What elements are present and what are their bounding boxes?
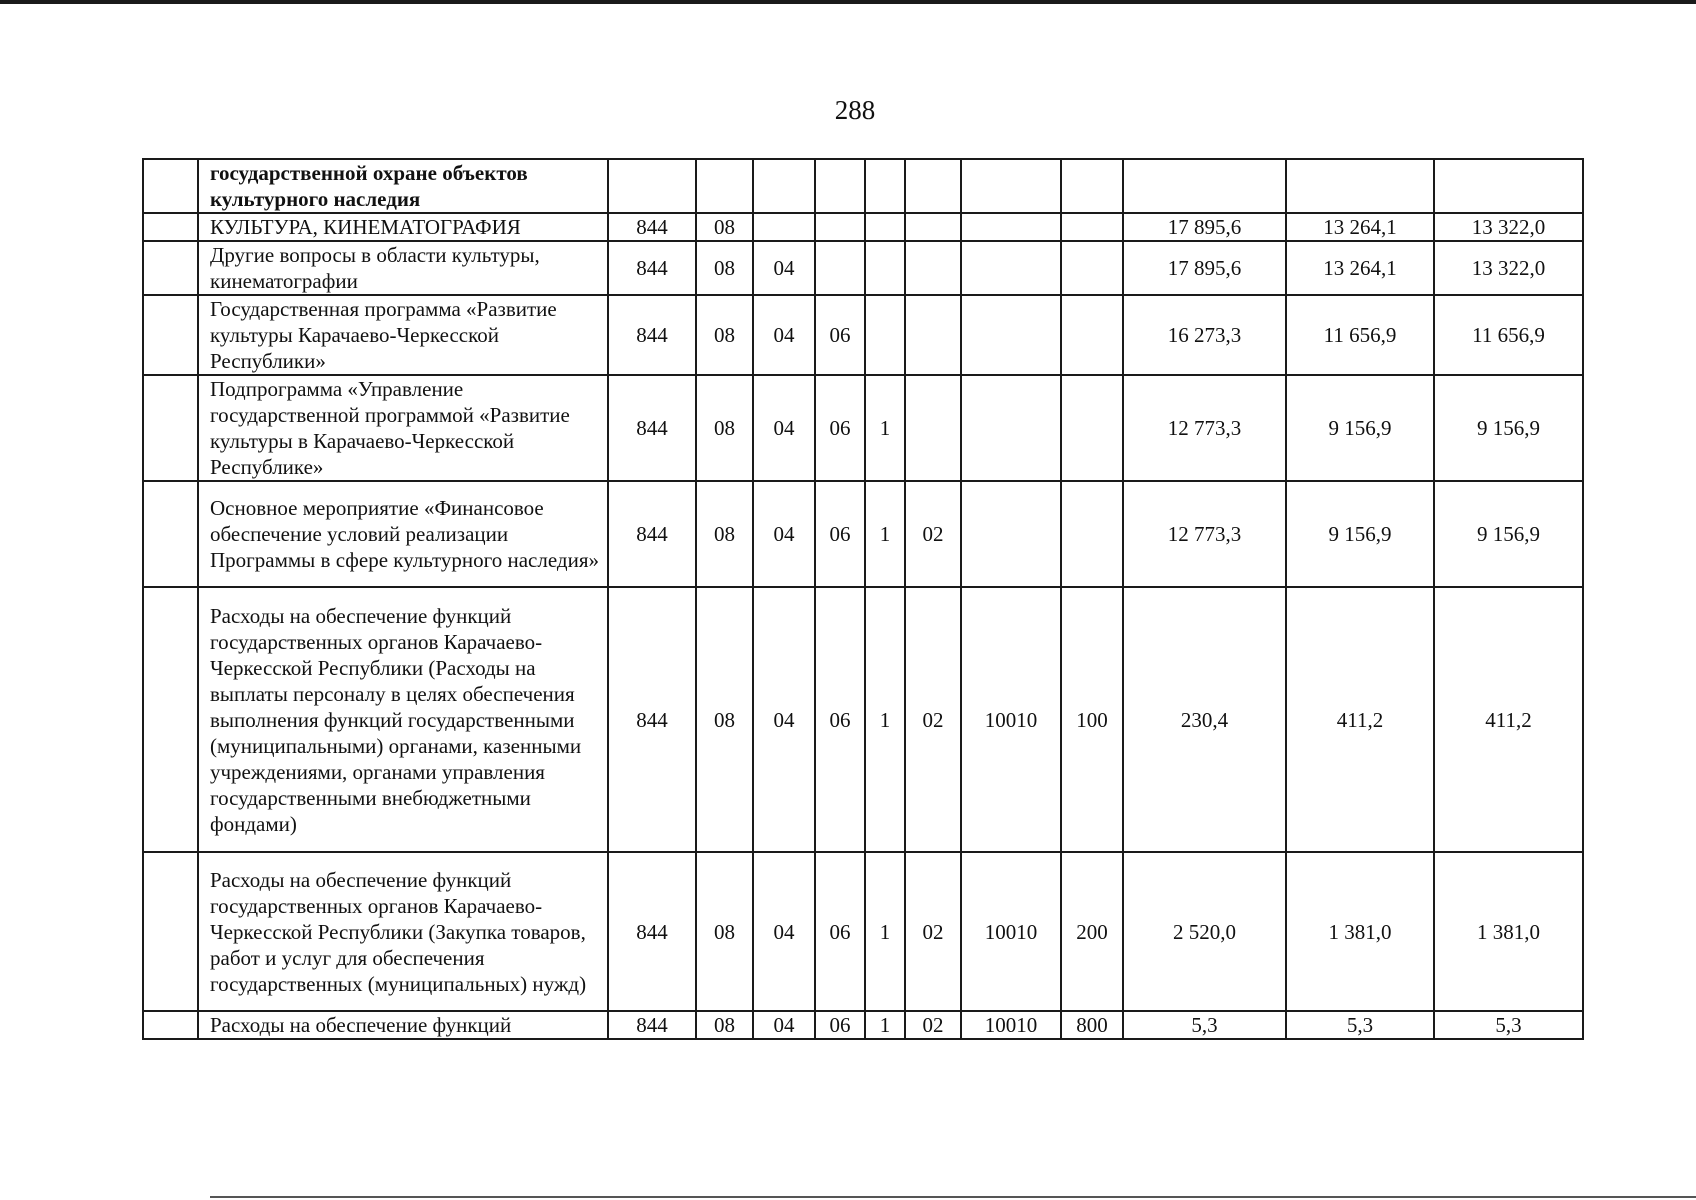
- code-direction: 10010: [961, 1011, 1061, 1039]
- code-expense-type: 200: [1061, 852, 1123, 1011]
- row-name: КУЛЬТУРА, КИНЕМАТОГРАФИЯ: [198, 213, 608, 241]
- code-subprogram: 1: [865, 852, 905, 1011]
- code-direction: [961, 159, 1061, 213]
- code-admin: 844: [608, 241, 696, 295]
- code-admin: [608, 159, 696, 213]
- code-admin: 844: [608, 375, 696, 481]
- empty-index-cell: [143, 375, 198, 481]
- table-row: [143, 481, 1583, 587]
- amount-year-3: 13 322,0: [1434, 213, 1583, 241]
- code-expense-type: [1061, 481, 1123, 587]
- empty-index-cell: [143, 159, 198, 213]
- code-expense-type: [1061, 241, 1123, 295]
- code-subsection: 04: [753, 587, 815, 852]
- code-activity: 02: [905, 481, 961, 587]
- amount-year-2: 9 156,9: [1286, 481, 1434, 587]
- row-name: Другие вопросы в области культуры, кинематографии: [198, 241, 608, 295]
- amount-year-1: 12 773,3: [1123, 375, 1286, 481]
- code-direction: [961, 481, 1061, 587]
- amount-year-3: 1 381,0: [1434, 852, 1583, 1011]
- code-subsection: 04: [753, 375, 815, 481]
- amount-year-3: 11 656,9: [1434, 295, 1583, 375]
- code-subprogram: [865, 241, 905, 295]
- code-activity: 02: [905, 587, 961, 852]
- amount-year-3: 13 322,0: [1434, 241, 1583, 295]
- code-expense-type: [1061, 375, 1123, 481]
- table-row: [143, 213, 1583, 241]
- amount-year-1: 2 520,0: [1123, 852, 1286, 1011]
- code-section: 08: [696, 852, 753, 1011]
- code-expense-type: [1061, 159, 1123, 213]
- table-row: [143, 587, 1583, 852]
- code-activity: [905, 241, 961, 295]
- amount-year-3: 411,2: [1434, 587, 1583, 852]
- code-section: 08: [696, 1011, 753, 1039]
- amount-year-2: 13 264,1: [1286, 213, 1434, 241]
- code-subsection: [753, 159, 815, 213]
- amount-year-2: 9 156,9: [1286, 375, 1434, 481]
- code-program: [815, 241, 865, 295]
- code-expense-type: [1061, 295, 1123, 375]
- empty-index-cell: [143, 1011, 198, 1039]
- code-subprogram: [865, 159, 905, 213]
- amount-year-1: 5,3: [1123, 1011, 1286, 1039]
- code-subprogram: 1: [865, 375, 905, 481]
- amount-year-2: 411,2: [1286, 587, 1434, 852]
- code-admin: 844: [608, 213, 696, 241]
- row-name: Расходы на обеспечение функций государственных органов Карачаево-Черкесской Республики (Закупка товаров, работ и услуг для обеспечения государственных (муниципальных) нужд): [198, 852, 608, 1011]
- amount-year-2: 11 656,9: [1286, 295, 1434, 375]
- amount-year-3: 9 156,9: [1434, 375, 1583, 481]
- empty-index-cell: [143, 587, 198, 852]
- amount-year-3: 9 156,9: [1434, 481, 1583, 587]
- code-program: 06: [815, 481, 865, 587]
- code-section: 08: [696, 241, 753, 295]
- amount-year-1: 17 895,6: [1123, 241, 1286, 295]
- code-direction: [961, 241, 1061, 295]
- code-activity: [905, 213, 961, 241]
- code-admin: 844: [608, 587, 696, 852]
- code-activity: 02: [905, 1011, 961, 1039]
- empty-index-cell: [143, 852, 198, 1011]
- code-activity: [905, 375, 961, 481]
- row-name: Расходы на обеспечение функций: [198, 1011, 608, 1039]
- code-subsection: 04: [753, 481, 815, 587]
- code-subsection: 04: [753, 295, 815, 375]
- code-expense-type: [1061, 213, 1123, 241]
- empty-index-cell: [143, 213, 198, 241]
- code-expense-type: 800: [1061, 1011, 1123, 1039]
- row-name: Подпрограмма «Управление государственной программой «Развитие культуры в Карачаево-Черкесской Республике»: [198, 375, 608, 481]
- code-section: 08: [696, 213, 753, 241]
- code-direction: [961, 213, 1061, 241]
- code-section: 08: [696, 587, 753, 852]
- code-section: 08: [696, 481, 753, 587]
- code-activity: [905, 295, 961, 375]
- table-row: [143, 241, 1583, 295]
- code-activity: [905, 159, 961, 213]
- code-section: 08: [696, 295, 753, 375]
- amount-year-2: 13 264,1: [1286, 241, 1434, 295]
- table-row: [143, 375, 1583, 481]
- table-row: [143, 159, 1583, 213]
- amount-year-1: [1123, 159, 1286, 213]
- code-admin: 844: [608, 481, 696, 587]
- amount-year-2: 5,3: [1286, 1011, 1434, 1039]
- table-row: [143, 1011, 1583, 1039]
- code-direction: [961, 375, 1061, 481]
- code-admin: 844: [608, 852, 696, 1011]
- code-section: [696, 159, 753, 213]
- amount-year-1: 12 773,3: [1123, 481, 1286, 587]
- budget-table: [142, 158, 1584, 1040]
- amount-year-2: [1286, 159, 1434, 213]
- amount-year-1: 17 895,6: [1123, 213, 1286, 241]
- code-program: 06: [815, 295, 865, 375]
- empty-index-cell: [143, 481, 198, 587]
- amount-year-1: 16 273,3: [1123, 295, 1286, 375]
- amount-year-1: 230,4: [1123, 587, 1286, 852]
- code-subsection: 04: [753, 852, 815, 1011]
- row-name: Государственная программа «Развитие культуры Карачаево-Черкесской Республики»: [198, 295, 608, 375]
- code-program: [815, 213, 865, 241]
- code-direction: 10010: [961, 587, 1061, 852]
- code-subprogram: 1: [865, 481, 905, 587]
- code-direction: [961, 295, 1061, 375]
- code-admin: 844: [608, 295, 696, 375]
- code-subsection: [753, 213, 815, 241]
- row-name: Основное мероприятие «Финансовое обеспечение условий реализации Программы в сфере культурного наследия»: [198, 481, 608, 587]
- amount-year-3: [1434, 159, 1583, 213]
- code-program: 06: [815, 375, 865, 481]
- page-number: 288: [834, 95, 876, 125]
- table-row: [143, 852, 1583, 1011]
- code-program: 06: [815, 1011, 865, 1039]
- code-subprogram: [865, 213, 905, 241]
- amount-year-3: 5,3: [1434, 1011, 1583, 1039]
- code-subsection: 04: [753, 1011, 815, 1039]
- code-admin: 844: [608, 1011, 696, 1039]
- top-border-line: [0, 0, 1696, 4]
- code-program: 06: [815, 852, 865, 1011]
- code-direction: 10010: [961, 852, 1061, 1011]
- code-subprogram: [865, 295, 905, 375]
- table-row: [143, 295, 1583, 375]
- row-name: Расходы на обеспечение функций государственных органов Карачаево-Черкесской Республики (Расходы на выплаты персоналу в целях обеспечения выполнения функций государственными (муниципальными) органами, казенными учреждениями, органами управления государственными внебюджетными фондами): [198, 587, 608, 852]
- code-program: 06: [815, 587, 865, 852]
- code-subprogram: 1: [865, 1011, 905, 1039]
- amount-year-2: 1 381,0: [1286, 852, 1434, 1011]
- empty-index-cell: [143, 241, 198, 295]
- code-subsection: 04: [753, 241, 815, 295]
- empty-index-cell: [143, 295, 198, 375]
- code-subprogram: 1: [865, 587, 905, 852]
- code-activity: 02: [905, 852, 961, 1011]
- bottom-border-line: [210, 1196, 1696, 1198]
- code-section: 08: [696, 375, 753, 481]
- row-name: государственной охране объектов культурного наследия: [198, 159, 608, 213]
- code-program: [815, 159, 865, 213]
- code-expense-type: 100: [1061, 587, 1123, 852]
